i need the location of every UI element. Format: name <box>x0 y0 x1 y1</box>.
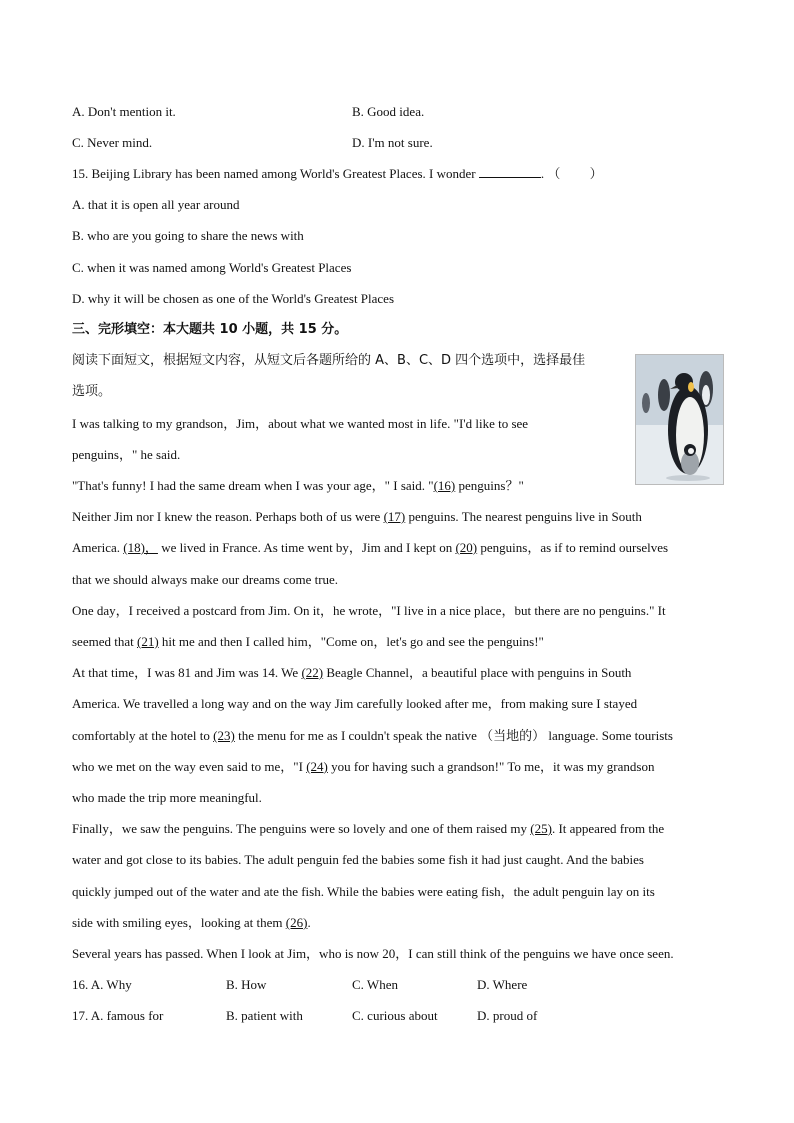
q17-option-c: C. curious about <box>352 1008 438 1023</box>
section3-instruction-line1: 阅读下面短文，根据短文内容，从短文后各题所给的 A、B、C、D 四个选项中，选择最佳 <box>72 353 586 368</box>
q14-option-b: B. Good idea. <box>352 104 425 119</box>
passage-line: I was talking to my grandson，Jim，about what we wanted most in life. "I'd like to see <box>72 416 529 431</box>
q14-option-d: D. I'm not sure. <box>352 135 433 150</box>
section3-heading: 三、完形填空：本大题共 10 小题，共 15 分。 <box>72 322 348 337</box>
blank-24: (24) <box>306 759 328 774</box>
passage-text: Beagle Channel，a beautiful place with penguins in South <box>323 665 632 680</box>
blank-23: (23) <box>213 728 235 743</box>
passage-line: America. We travelled a long way and on the way Jim carefully looked after me，from making sure I stayed <box>72 696 638 711</box>
passage-line <box>72 539 668 557</box>
passage-text: "That's funny! I had the same dream when I was your age，" I said. " <box>72 478 434 493</box>
blank-17: (17) <box>383 509 406 524</box>
q15-answer-blank <box>479 165 541 178</box>
q17-option-b: B. patient with <box>226 1008 303 1023</box>
passage-line <box>72 477 524 495</box>
passage-text: we lived in France. As time went by，Jim and I kept on <box>157 540 456 555</box>
passage-line <box>72 914 311 932</box>
passage-text: hit me and then I called him，"Come on，let's go and see the penguins!" <box>158 634 544 649</box>
q15-stem <box>72 165 603 183</box>
q17-option-a: 17. A. famous for <box>72 1008 164 1023</box>
penguin-icon <box>636 355 723 484</box>
q15-option-b: B. who are you going to share the news with <box>72 228 304 243</box>
q15-option-a: A. that it is open all year around <box>72 197 240 212</box>
q16-option-d: D. Where <box>477 977 528 992</box>
passage-text: you for having such a grandson!" To me，it was my grandson <box>327 759 655 774</box>
passage-text: who we met on the way even said to me，"I <box>72 759 307 774</box>
q15-stem-bracket: . （ ） <box>540 166 603 181</box>
passage-text: Neither Jim nor I knew the reason. Perhaps both of us were <box>72 509 384 524</box>
passage-text: seemed that <box>72 634 137 649</box>
passage-line: water and got close to its babies. The adult penguin fed the babies some fish it had just caught. And the babies <box>72 852 644 867</box>
passage-text: . It appeared from the <box>551 821 665 836</box>
q17-option-d: D. proud of <box>477 1008 538 1023</box>
q16-option-a: 16. A. Why <box>72 977 132 992</box>
passage-line <box>72 727 673 745</box>
passage-text: comfortably at the hotel to <box>72 728 214 743</box>
passage-line <box>72 508 642 526</box>
passage-line: quickly jumped out of the water and ate the fish. While the babies were eating fish，the adult penguin lay on its <box>72 884 655 899</box>
blank-26: (26) <box>285 915 308 930</box>
q15-stem-text: 15. Beijing Library has been named among World's Greatest Places. I wonder <box>72 166 476 181</box>
blank-16: (16) <box>433 478 456 493</box>
passage-text: . <box>307 915 311 930</box>
passage-text: the menu for me as I couldn't speak the native （当地的） language. Some tourists <box>234 728 673 743</box>
passage-text: side with smiling eyes，looking at them <box>72 915 286 930</box>
passage-line: One day，I received a postcard from Jim. On it，he wrote，"I live in a nice place，but there are no penguins." It <box>72 603 666 618</box>
q16-option-b: B. How <box>226 977 267 992</box>
blank-25: (25) <box>530 821 552 836</box>
passage-line: who made the trip more meaningful. <box>72 790 262 805</box>
passage-line <box>72 820 664 838</box>
passage-text: America. <box>72 540 124 555</box>
blank-21: (21) <box>136 634 159 649</box>
section3-instruction-line2: 选项。 <box>72 384 112 399</box>
passage-line: penguins，" he said. <box>72 447 181 462</box>
passage-text: penguins. The nearest penguins live in South <box>405 509 642 524</box>
passage-text: At that time，I was 81 and Jim was 14. We <box>72 665 302 680</box>
passage-text: penguins？" <box>455 478 524 493</box>
passage-line <box>72 758 654 776</box>
blank-18: (18)， <box>123 540 158 555</box>
passage-text: Finally，we saw the penguins. The penguins were so lovely and one of them raised my <box>72 821 531 836</box>
passage-line: Several years has passed. When I look at Jim，who is now 20，I can still think of the penguins we have once seen. <box>72 946 674 961</box>
passage-line <box>72 633 544 651</box>
blank-20: (20) <box>455 540 478 555</box>
passage-line: that we should always make our dreams come true. <box>72 572 339 587</box>
passage-text: penguins，as if to remind ourselves <box>477 540 669 555</box>
passage-line <box>72 664 631 682</box>
q15-option-c: C. when it was named among World's Greatest Places <box>72 260 352 275</box>
penguin-photo <box>635 354 724 485</box>
q16-option-c: C. When <box>352 977 398 992</box>
q14-option-a: A. Don't mention it. <box>72 104 176 119</box>
blank-22: (22) <box>301 665 324 680</box>
q14-option-c: C. Never mind. <box>72 135 153 150</box>
q15-option-d: D. why it will be chosen as one of the World's Greatest Places <box>72 291 395 306</box>
